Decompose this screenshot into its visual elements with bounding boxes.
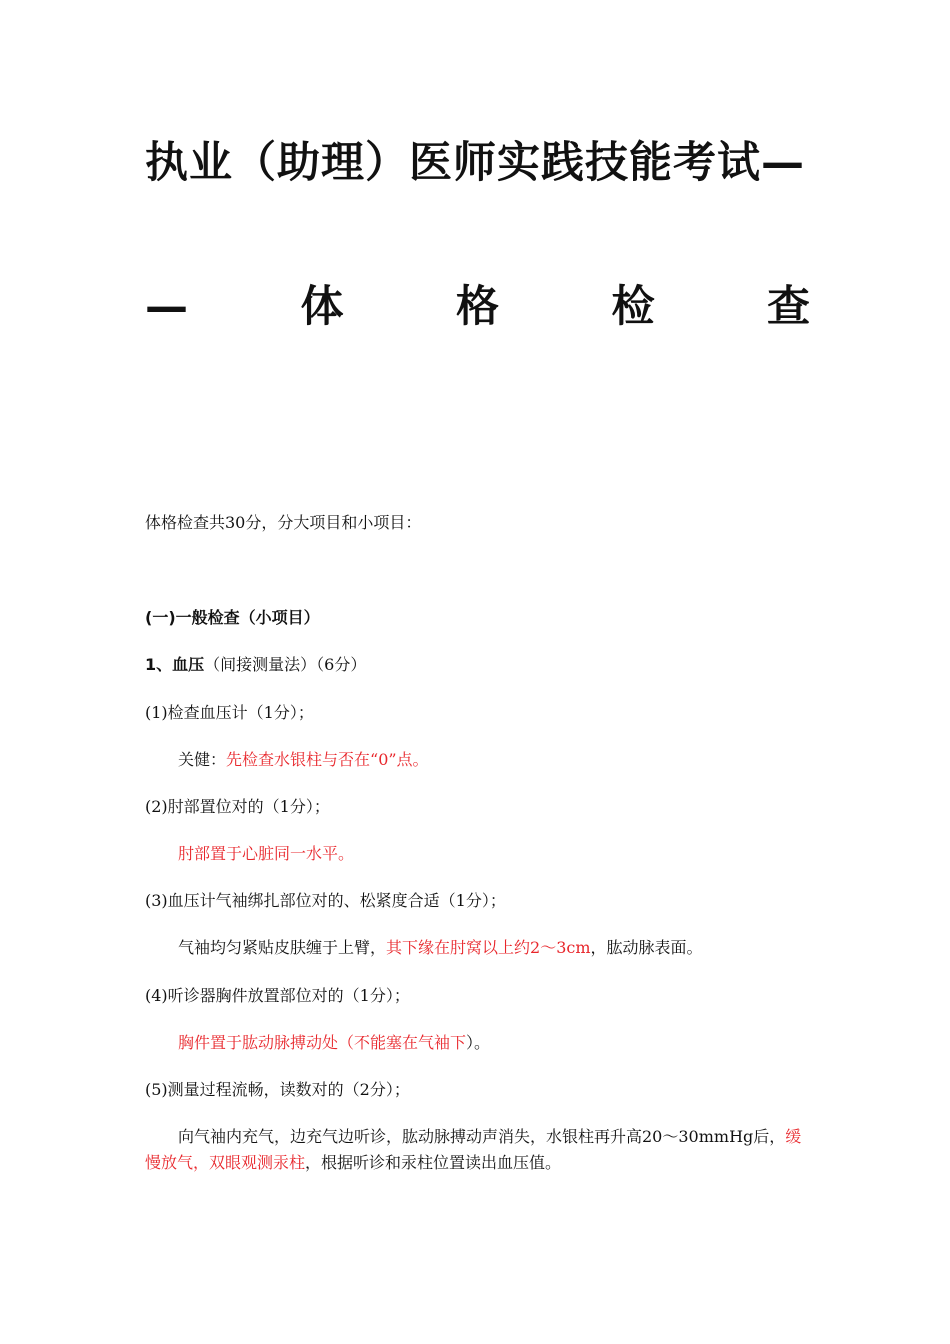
- item-heading-blood-pressure: [145, 654, 810, 676]
- step-4-detail-key: 胸件置于肱动脉搏动处（不能塞在气袖下: [178, 1033, 467, 1052]
- step-1-detail-prefix: 关健：: [178, 750, 227, 769]
- title-dash: —: [145, 282, 188, 332]
- step-1-detail-key: 先检查水银柱与否在“0”点。: [226, 750, 429, 769]
- item-heading-rest: （间接测量法）（6分）: [204, 655, 367, 674]
- item-heading-bold: 1、血压: [145, 655, 205, 674]
- step-5-detail: [145, 1124, 810, 1176]
- step-3-detail-prefix: 气袖均匀紧贴皮肤缠于上臂，: [178, 938, 387, 957]
- section-heading-general-exam: (一)一般检查（小项目）: [145, 608, 320, 627]
- step-3-label: (3)血压计气袖绑扎部位对的、松紧度合适（1分）；: [145, 891, 506, 910]
- title-char-ge: 格: [456, 282, 499, 332]
- title-char-cha: 查: [767, 282, 810, 332]
- title-char-ti: 体: [300, 282, 344, 332]
- document-title-line-2: [145, 282, 810, 332]
- step-5-detail-suffix: ，根据听诊和汞柱位置读出血压值。: [305, 1153, 562, 1172]
- step-5-detail-prefix: 向气袖内充气，边充气边听诊，肱动脉搏动声消失，水银柱再升高20～30mmHg后，: [178, 1127, 786, 1146]
- intro-paragraph: 体格检查共30分，分大项目和小项目：: [145, 513, 422, 532]
- step-3-detail-key: 其下缘在肘窝以上约2～3cm: [386, 938, 591, 957]
- step-2-label: (2)肘部置位对的（1分）；: [145, 797, 330, 816]
- step-3-detail-suffix: ，肱动脉表面。: [590, 938, 703, 957]
- step-5-label: (5)测量过程流畅，读数对的（2分）；: [145, 1080, 410, 1099]
- title-char-jian: 检: [611, 282, 655, 332]
- step-1-label: (1)检查血压计（1分）；: [145, 703, 314, 722]
- step-5-detail-key: 缓慢放气，双眼观测汞柱: [145, 1127, 802, 1172]
- step-3-detail: [178, 937, 843, 959]
- step-2-detail-key: 肘部置于心脏同一水平。: [178, 844, 355, 863]
- step-4-detail: [178, 1032, 843, 1054]
- step-4-detail-suffix: ）。: [466, 1033, 491, 1052]
- step-4-label: (4)听诊器胸件放置部位对的（1分）；: [145, 986, 410, 1005]
- step-1-detail: [178, 749, 843, 771]
- step-2-detail: [178, 843, 843, 865]
- document-title-line-1: 执业（助理）医师实践技能考试—: [145, 138, 805, 188]
